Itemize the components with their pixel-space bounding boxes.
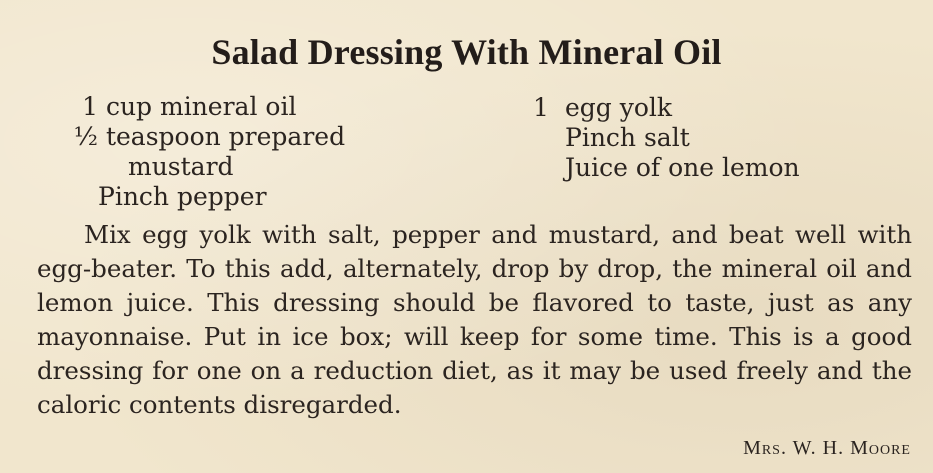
- ingredient-line: [54, 122, 345, 152]
- ingredient-text: egg yolk: [565, 93, 673, 122]
- ingredient-line-continued: [54, 152, 345, 182]
- ingredient-quantity: ½: [73, 122, 98, 151]
- recipe-title: Salad Dressing With Mineral Oil: [211, 32, 722, 72]
- ingredient-text: Pinch pepper: [98, 182, 267, 211]
- ingredient-text: Juice of one lemon: [565, 153, 800, 182]
- ingredients-right-column: [533, 93, 800, 183]
- ingredient-text: cup mineral oil: [105, 92, 297, 121]
- recipe-instructions: Mix egg yolk with salt, pepper and mustard, and beat well with egg-beater. To this add, alternately, drop by drop, the mineral oil and lemon juice. This dressing should be flavored to taste, just as any mayonnaise. Put in ice box; will keep for some time. This is a good dressing for one on a reduction diet, as it may be used freely and the caloric contents disregarded.: [37, 220, 912, 419]
- recipe-attribution: Mrs. W. H. Moore: [743, 437, 911, 459]
- ingredient-text: teaspoon prepared: [105, 122, 346, 151]
- ingredients-left-column: [54, 92, 345, 212]
- ingredient-quantity: 1: [82, 92, 98, 121]
- ingredient-line: [54, 92, 345, 122]
- ingredient-line: [54, 182, 345, 212]
- ingredient-line: [533, 123, 800, 153]
- ingredient-line: [533, 153, 800, 183]
- ingredient-text: Pinch salt: [565, 123, 690, 152]
- ingredient-text: mustard: [128, 152, 234, 181]
- ingredient-quantity: 1: [533, 93, 549, 122]
- ingredient-line: [533, 93, 800, 123]
